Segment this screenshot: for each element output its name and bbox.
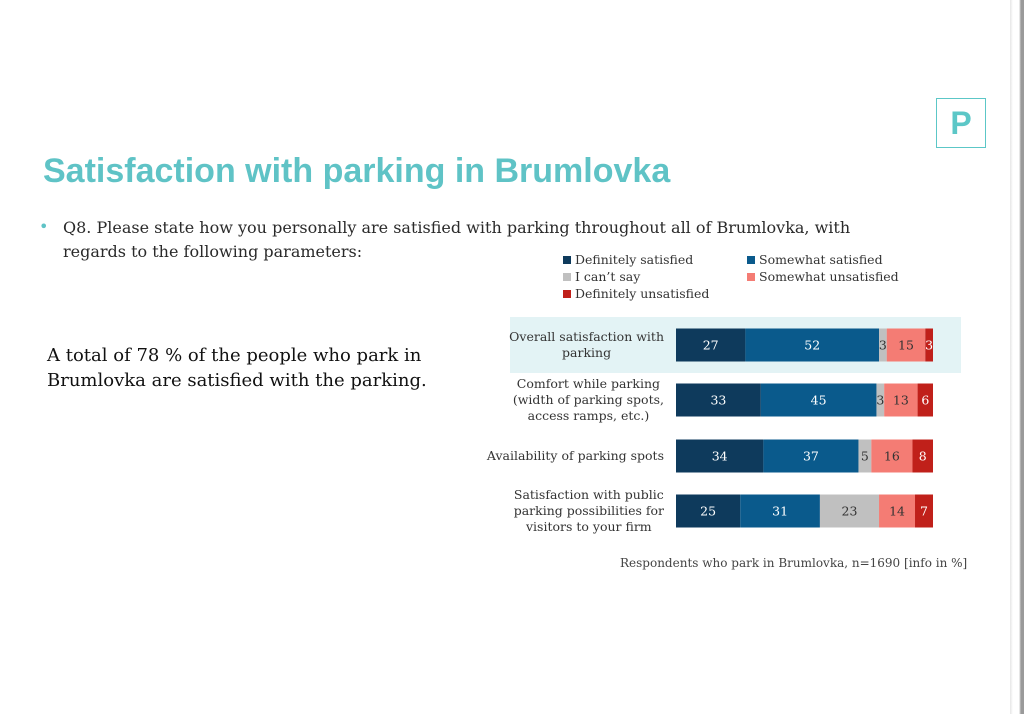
- data-label: 27: [702, 337, 719, 353]
- data-label: 52: [804, 337, 821, 353]
- data-label: 34: [711, 448, 728, 464]
- question-text: Q8. Please state how you personally are satisfied with parking throughout all of Brumlovka, with regards to the following parameters:: [63, 218, 851, 261]
- data-label: 31: [772, 503, 789, 519]
- data-label: 25: [700, 503, 717, 519]
- category-label: Overall satisfaction with: [509, 329, 664, 344]
- legend-label: Somewhat unsatisfied: [759, 269, 899, 284]
- data-label: 5: [860, 448, 869, 464]
- data-label: 15: [898, 337, 914, 353]
- logo-letter: P: [950, 104, 972, 141]
- chart-footnote: Respondents who park in Brumlovka, n=1690 [info in %]: [620, 556, 968, 570]
- category-label: parking: [562, 345, 612, 360]
- category-label: Availability of parking spots: [486, 448, 664, 463]
- data-label: 14: [889, 503, 905, 519]
- category-label: Comfort while parking: [516, 376, 661, 391]
- summary-text: A total of 78 % of the people who park in Brumlovka are satisfied with the parking.: [47, 345, 427, 391]
- data-label: 7: [920, 503, 928, 519]
- legend-label: Definitely satisfied: [575, 252, 694, 267]
- category-label: Satisfaction with public: [513, 487, 664, 502]
- legend-label: Somewhat satisfied: [759, 252, 883, 267]
- data-label: 45: [810, 392, 827, 408]
- data-label: 3: [925, 337, 934, 353]
- data-label: 37: [802, 448, 819, 464]
- legend-label: Definitely unsatisfied: [575, 286, 710, 301]
- legend-label: I can’t say: [575, 269, 641, 284]
- data-label: 6: [921, 392, 930, 408]
- category-label: (width of parking spots,: [512, 392, 664, 407]
- data-label: 3: [878, 337, 887, 353]
- data-label: 13: [892, 392, 909, 408]
- category-label: parking possibilities for: [513, 503, 664, 518]
- page-title: Satisfaction with parking in Brumlovka: [43, 152, 671, 190]
- category-label: visitors to your firm: [526, 519, 652, 534]
- data-label: 16: [883, 448, 900, 464]
- bullet-icon: •: [39, 217, 49, 236]
- category-label: access ramps, etc.): [527, 408, 650, 423]
- data-label: 3: [876, 392, 885, 408]
- data-label: 33: [710, 392, 727, 408]
- data-label: 8: [918, 448, 927, 464]
- data-label: 23: [841, 503, 858, 519]
